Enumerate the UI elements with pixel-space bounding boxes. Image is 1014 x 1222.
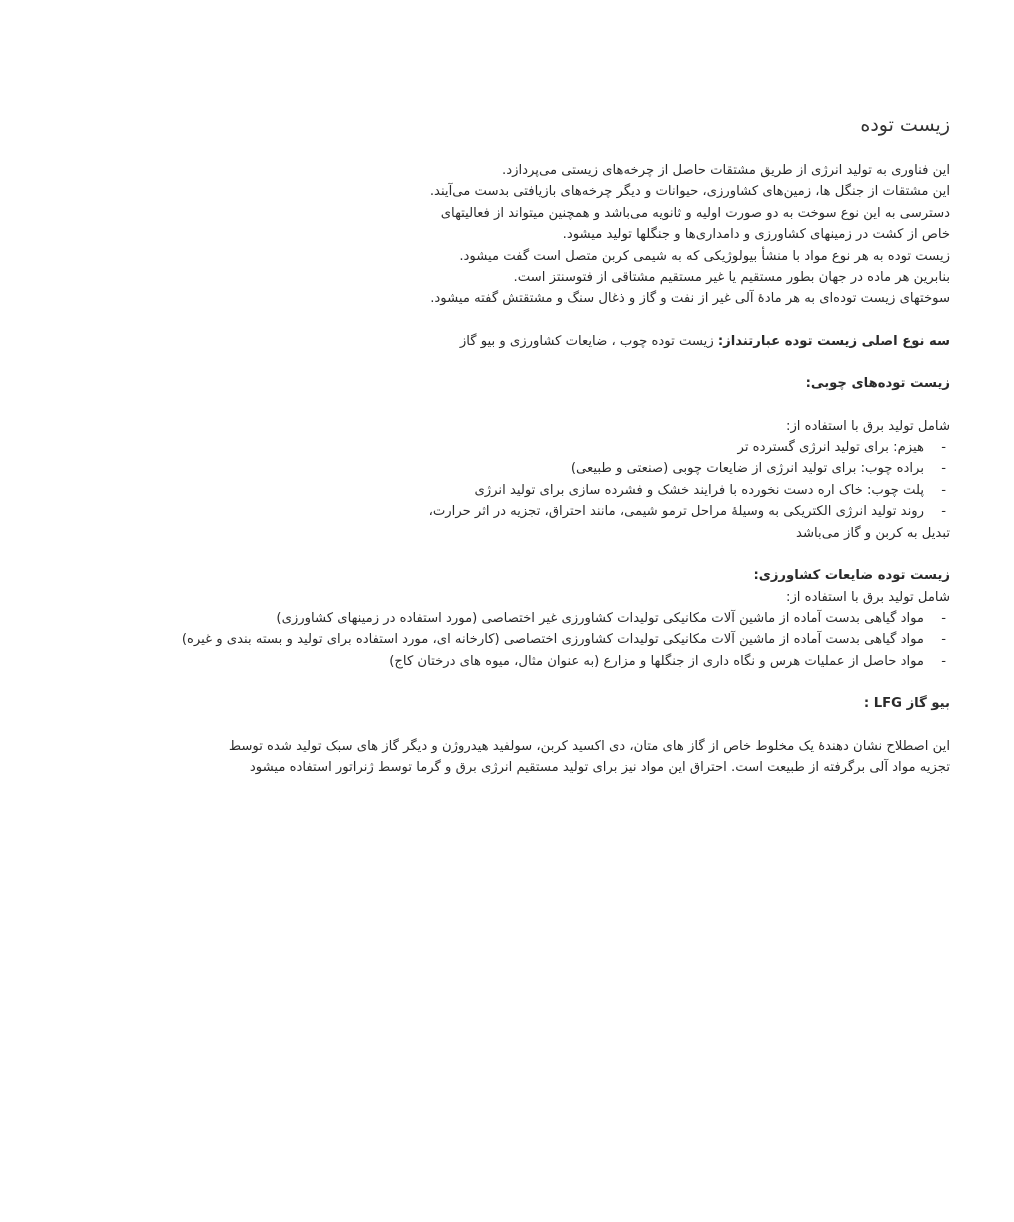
wood-heading-block	[60, 373, 950, 394]
biogas-heading-block	[60, 693, 950, 714]
biogas-paragraph	[60, 736, 950, 779]
biogas-heading-term: LFG	[873, 696, 902, 712]
agri-intro: شامل تولید برق با استفاده از:	[786, 589, 950, 605]
page-title: زیست توده	[860, 114, 950, 136]
biogas-heading-sep: :	[863, 696, 874, 712]
document-page	[60, 112, 950, 799]
list-item: - پلت چوب: خاک اره دست نخورده با فرایند خشک و فشرده سازی برای تولید انرژی	[60, 480, 950, 501]
wood-section	[60, 416, 950, 544]
list-item: - هیزم: برای تولید انرژی گسترده تر	[60, 437, 950, 458]
intro-line: دسترسی به این نوع سوخت به دو صورت اولیه و ثانویه می‌باشد و همچنین میتواند از فعالیتهای	[440, 205, 950, 221]
list-item: - مواد گیاهی بدست آماده از ماشین آلات مکانیکی تولیدات کشاورزی غیر اختصاصی (مورد استفاده در زمینهای کشاورزی)	[60, 608, 950, 629]
types-line	[60, 331, 950, 352]
agri-section	[60, 565, 950, 672]
agri-list	[60, 608, 950, 672]
intro-line: این مشتقات از جنگل ها، زمین‌های کشاورزی، حیوانات و دیگر چرخه‌های بازیافتی بدست می‌آیند.	[429, 184, 950, 200]
intro-line: بنابرین هر ماده در جهان بطور مستقیم یا غیر مستقیم مشتاقی از فتوسنتز است.	[513, 270, 950, 286]
wood-continuation: تبدیل به کربن و گاز می‌باشد	[796, 525, 950, 541]
intro-paragraph	[60, 160, 950, 310]
wood-list	[60, 437, 950, 523]
list-item: - مواد حاصل از عملیات هرس و نگاه داری از جنگلها و مزارع (به عنوان مثال، میوه های درختان کاج)	[60, 651, 950, 672]
wood-heading: زیست توده‌های چوبی:	[805, 376, 950, 392]
biogas-heading	[60, 693, 950, 714]
biogas-heading-fa: بیو گاز	[906, 696, 950, 712]
types-text: زیست توده چوب ، ضایعات کشاورزی و بیو گاز	[459, 333, 718, 349]
intro-line: زیست توده به هر نوع مواد با منشأ بیولوژیکی که به شیمی کربن متصل است گفت میشود.	[459, 248, 950, 264]
intro-line: خاص از کشت در زمینهای کشاورزی و دامداری‌ها و جنگلها تولید میشود.	[562, 227, 950, 243]
list-item: - مواد گیاهی بدست آماده از ماشین آلات مکانیکی تولیدات کشاورزی اختصاصی (کارخانه ای، مورد استفاده برای تولید و بسته بندی و غیره)	[60, 629, 950, 650]
types-label: سه نوع اصلی زیست توده عبارتنداز:	[717, 333, 950, 349]
wood-intro: شامل تولید برق با استفاده از:	[786, 418, 950, 434]
list-item: - روند تولید انرژی الکتریکی به وسیلهٔ مراحل ترمو شیمی، مانند احتراق، تجزیه در اثر حرارت،	[60, 501, 950, 522]
intro-line: سوختهای زیست توده‌ای به هر مادهٔ آلی غیر از نفت و گاز و ذغال سنگ و مشتقتش گفته میشود.	[430, 291, 950, 307]
biogas-line: این اصطلاح نشان دهندهٔ یک مخلوط خاص از گاز های متان، دی اکسید کربن، سولفید هیدروژن و دیگر گاز های سبک تولید شده توسط	[228, 738, 950, 754]
agri-heading: زیست توده ضایعات کشاورزی:	[753, 568, 950, 584]
intro-line: این فناوری به تولید انرژی از طریق مشتقات حاصل از چرخه‌های زیستی می‌پردازد.	[502, 163, 950, 178]
list-item: - براده چوب: برای تولید انرژی از ضایعات چوبی (صنعتی و طبیعی)	[60, 458, 950, 479]
biogas-line: تجزیه مواد آلی برگرفته از طبیعت است. احتراق این مواد نیز برای تولید مستقیم انرژی برق و گرما توسط ژنراتور استفاده میشود	[249, 759, 950, 775]
